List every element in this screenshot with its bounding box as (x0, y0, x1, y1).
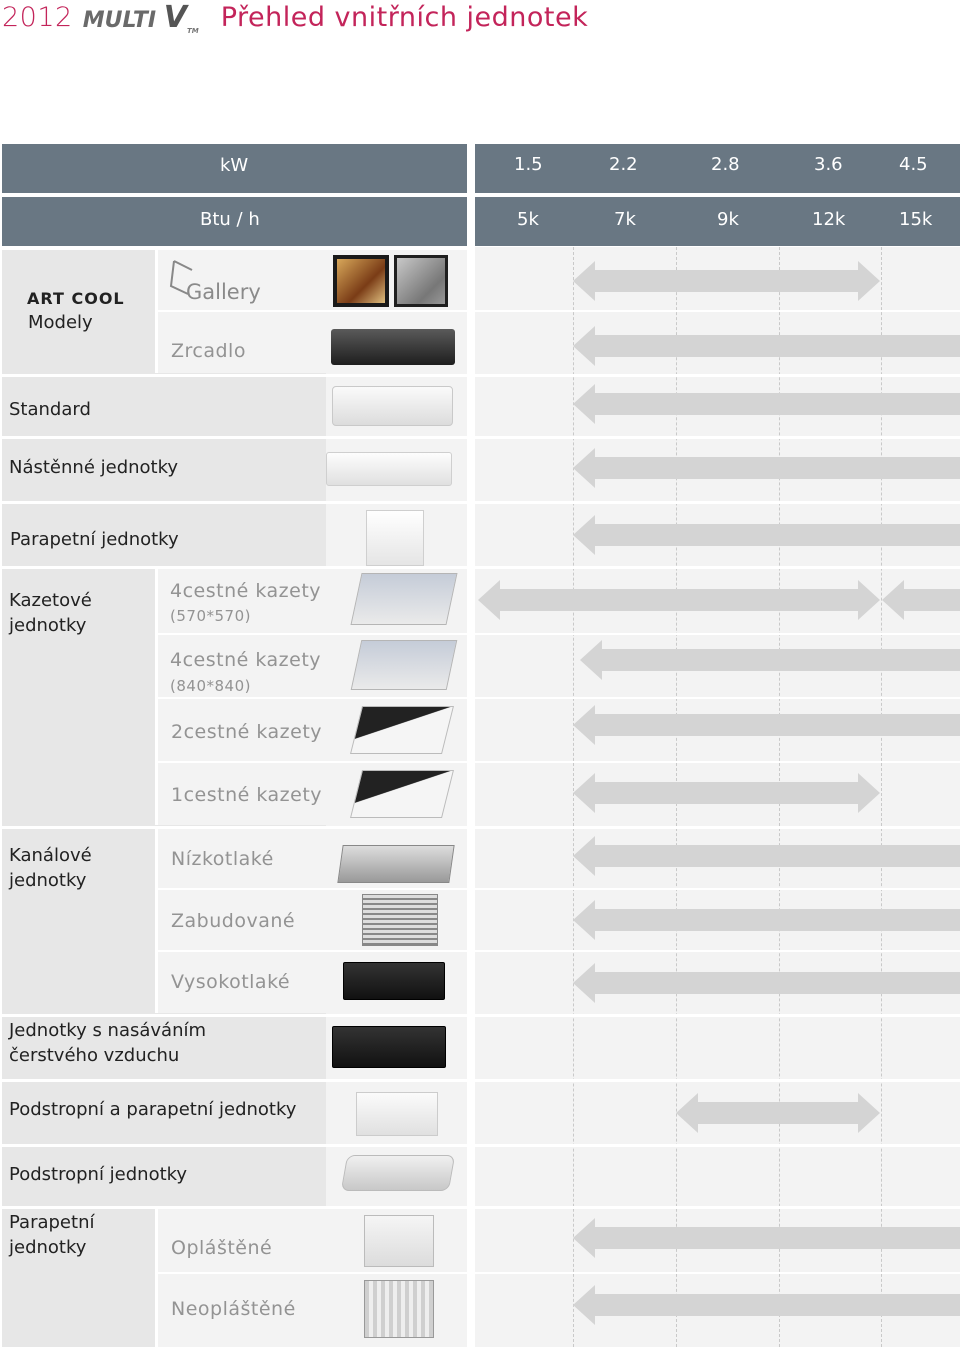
kw-value: 2.2 (609, 154, 638, 175)
gallery-range (573, 261, 880, 301)
btu-label: Btu / h (200, 209, 260, 230)
row-divider (2, 1144, 960, 1147)
row-divider (2, 1206, 960, 1209)
wall-unit-image (326, 452, 452, 486)
duct-low-label: Nízkotlaké (171, 848, 274, 870)
wall-range (573, 448, 960, 488)
title-year: 2012 (2, 1, 73, 33)
standard-range (573, 384, 960, 424)
cassette-570-range-b (882, 580, 960, 620)
duct-builtin-image (362, 894, 438, 946)
kw-header-cell (2, 144, 467, 193)
btu-value: 5k (517, 209, 539, 230)
btu-value: 9k (717, 209, 739, 230)
duct-label: Kanálové jednotky (9, 845, 92, 891)
kw-value: 4.5 (899, 154, 928, 175)
multi-v-logo (83, 0, 211, 35)
subrow-divider (158, 310, 960, 312)
console-label: Parapetní jednotky (10, 529, 179, 550)
console-range (573, 515, 960, 555)
ceiling-floor-range (676, 1093, 880, 1133)
four-way-840-label: 4cestné kazety (170, 649, 322, 671)
floor-cased-image (364, 1215, 434, 1267)
duct-builtin-range (573, 900, 960, 940)
console-unit-image (366, 510, 424, 566)
fresh-air-image (332, 1026, 446, 1068)
subrow-divider (158, 1272, 960, 1274)
row-divider (2, 501, 960, 504)
floor-uncased-image (364, 1280, 434, 1338)
duct-high-range (573, 963, 960, 1003)
floor-uncased-range (573, 1285, 960, 1325)
cassette-1way-range (573, 773, 880, 813)
page-title (2, 0, 588, 34)
btu-values-row (475, 197, 960, 246)
cassette-2way-image (350, 706, 454, 754)
kw-value: 2.8 (711, 154, 740, 175)
col-divider (155, 829, 158, 1013)
four-way-570-size: (570*570) (170, 607, 251, 625)
col-divider (467, 247, 475, 1347)
floor-uncased-label: Neopláštěné (171, 1298, 296, 1320)
mirror-range (573, 326, 960, 366)
row-divider (2, 1014, 960, 1017)
cassette-840-image (351, 640, 458, 690)
duct-high-image (343, 962, 445, 1000)
subrow-divider (158, 761, 960, 763)
title-text: Přehled vnitřních jednotek (220, 1, 589, 33)
four-way-570-label: 4cestné kazety (170, 580, 322, 602)
mirror-unit-image (331, 329, 455, 365)
cassette-570-image (350, 573, 457, 625)
floor-cased-range (573, 1218, 960, 1258)
two-way-label: 2cestné kazety (171, 721, 323, 743)
mirror-label: Zrcadlo (171, 340, 246, 362)
duct-builtin-label: Zabudované (171, 910, 296, 932)
logo-brand: MULTI (82, 7, 157, 33)
duct-low-image (337, 845, 454, 883)
kw-value: 1.5 (514, 154, 543, 175)
subrow-divider (158, 697, 960, 699)
gallery-painting-image (333, 255, 389, 307)
cassette-label: Kazetové jednotky (9, 590, 92, 636)
row-divider (2, 1079, 960, 1082)
one-way-label: 1cestné kazety (171, 784, 323, 806)
col-divider (155, 1209, 158, 1347)
col-divider (155, 250, 158, 373)
gallery-label: Gallery (186, 280, 261, 304)
logo-tm: TM (186, 26, 199, 35)
btu-value: 7k (614, 209, 636, 230)
subrow-divider (158, 633, 960, 635)
wall-label: Nástěnné jednotky (9, 457, 179, 478)
cassette-840-range (580, 640, 960, 680)
cassette-570-range-a (478, 580, 880, 620)
row-divider (2, 826, 960, 829)
ceiling-floor-image (356, 1092, 438, 1136)
gallery-mirror-image (394, 255, 448, 307)
logo-brand-v: V (163, 0, 187, 35)
btu-value: 15k (899, 209, 933, 230)
row-divider (2, 566, 960, 569)
col-divider (155, 569, 158, 825)
standard-unit-image (332, 386, 453, 426)
floor-label: Parapetní jednotky (9, 1212, 95, 1258)
four-way-840-size: (840*840) (170, 677, 251, 695)
row-divider (2, 374, 960, 377)
kw-label: kW (220, 155, 249, 176)
artcool-brand: ART COOL (27, 289, 125, 308)
artcool-label: Modely (28, 312, 93, 333)
cassette-1way-image (350, 770, 454, 818)
row-divider (2, 436, 960, 439)
subrow-divider (158, 888, 960, 890)
duct-high-label: Vysokotlaké (171, 971, 291, 993)
kw-values-row (475, 144, 960, 193)
standard-label: Standard (9, 399, 91, 420)
sublabel-col (158, 1209, 326, 1347)
duct-low-range (573, 836, 960, 876)
ceiling-floor-label: Podstropní a parapetní jednotky (9, 1099, 297, 1120)
ceiling-label: Podstropní jednotky (9, 1164, 188, 1185)
ceiling-unit-image (341, 1155, 455, 1191)
btu-value: 12k (812, 209, 846, 230)
subrow-divider (158, 950, 960, 952)
floor-cased-label: Opláštěné (171, 1237, 273, 1259)
cassette-2way-range (573, 705, 960, 745)
fresh-air-label: Jednotky s nasáváním čerstvého vzduchu (9, 1020, 207, 1066)
btu-header-cell (2, 197, 467, 246)
kw-value: 3.6 (814, 154, 843, 175)
